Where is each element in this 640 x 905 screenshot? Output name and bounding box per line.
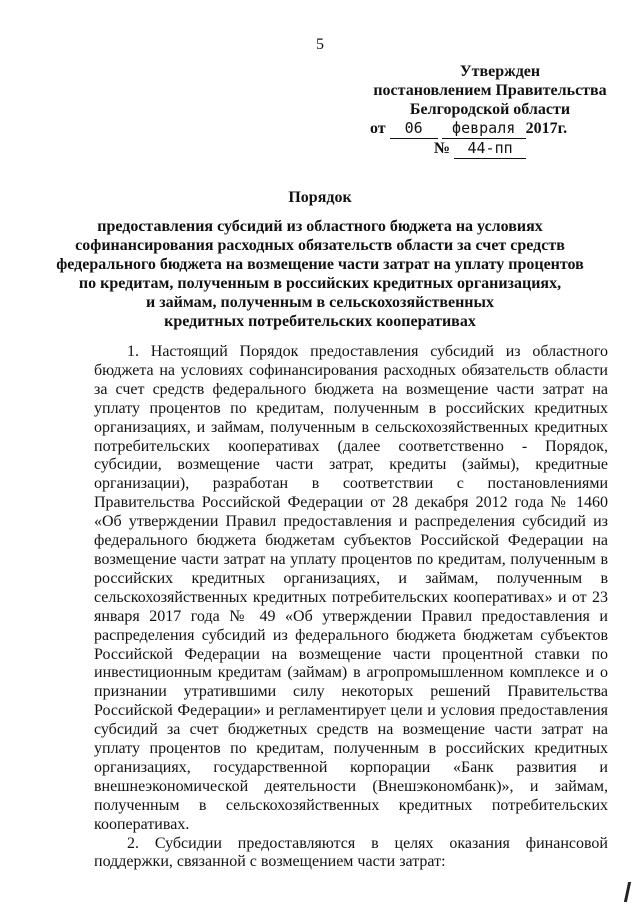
- title-line: по кредитам, полученным в российских кредитных организациях,: [78, 275, 562, 292]
- title-line: предоставления субсидий из областного бюджета на условиях: [97, 218, 543, 235]
- page-number: 5: [316, 36, 324, 53]
- approval-date: [370, 119, 610, 139]
- approval-block: [370, 62, 610, 159]
- date-day: 06: [390, 119, 438, 139]
- date-month: февраля: [442, 119, 526, 139]
- title-heading: Порядок: [288, 189, 352, 206]
- title-line: кредитных потребительских кооперативах: [164, 313, 476, 330]
- paragraph-2: 2. Субсидии предоставляются в целях оказания финансовой поддержки, связанной с возмещением части затрат:: [94, 834, 608, 871]
- approval-line-approved: Утвержден: [459, 63, 541, 80]
- date-prefix: от: [370, 120, 386, 137]
- date-year: 2017г.: [525, 120, 568, 137]
- document-title: [40, 188, 600, 331]
- title-line: федерального бюджета на возмещение части затрат на уплату процентов: [56, 256, 584, 273]
- approval-line-resolution: постановлением Правительства: [373, 82, 607, 99]
- paragraph-1: 1. Настоящий Порядок предоставления субсидий из областного бюджета на условиях софинансирования расходных обязательств области за счет средств федерального бюджета на возмещение части затрат на уплату процентов по кредитам, полученным в российских кредитных организациях, и займам, полученным в сельскохозяйственных кредитных потребительских кооперативах (далее соответственно - Порядок, субсидии, возмещение части затрат, кредиты (займы), кредитные организации), разработан в соответствии с постановлениями Правительства Российской Федерации от 28 декабря 2012 года № 1460 «Об утверждении Правил предоставления и распределения субсидий из федерального бюджета бюджетам субъектов Российской Федерации на возмещение части затрат на уплату процентов по кредитам, полученным в российских кредитных организациях, и займам, полученным в сельскохозяйственных кредитных потребительских кооперативах» и от 23 января 2017 года № 49 «Об утверждении Правил предоставления и распределения субсидий из федерального бюджета бюджетам субъектов Российской Федерации на возмещение части процентной ставки по инвестиционным кредитам (займам) в агропромышленном комплексе и о признании утратившими силу некоторых решений Правительства Российской Федерации» и регламентирует цели и условия предоставления субсидий за счет бюджетных средств на возмещение части затрат на уплату процентов по кредитам, полученным в российских кредитных организациях, государственной корпорации «Банк развития и внешнеэкономической деятельности (Внешэкономбанк)», и займам, полученным в сельскохозяйственных кредитных потребительских кооперативах.: [94, 343, 608, 833]
- number-prefix: №: [434, 140, 451, 157]
- document-body: [94, 343, 608, 872]
- title-line: и займам, полученным в сельскохозяйственных: [145, 294, 494, 311]
- title-line: софинансирования расходных обязательств области за счет средств: [75, 237, 565, 254]
- margin-pen-mark: [624, 882, 631, 902]
- approval-number: [370, 139, 610, 159]
- approval-line-region: Белгородской области: [409, 101, 571, 118]
- document-number: 44-пп: [454, 139, 526, 159]
